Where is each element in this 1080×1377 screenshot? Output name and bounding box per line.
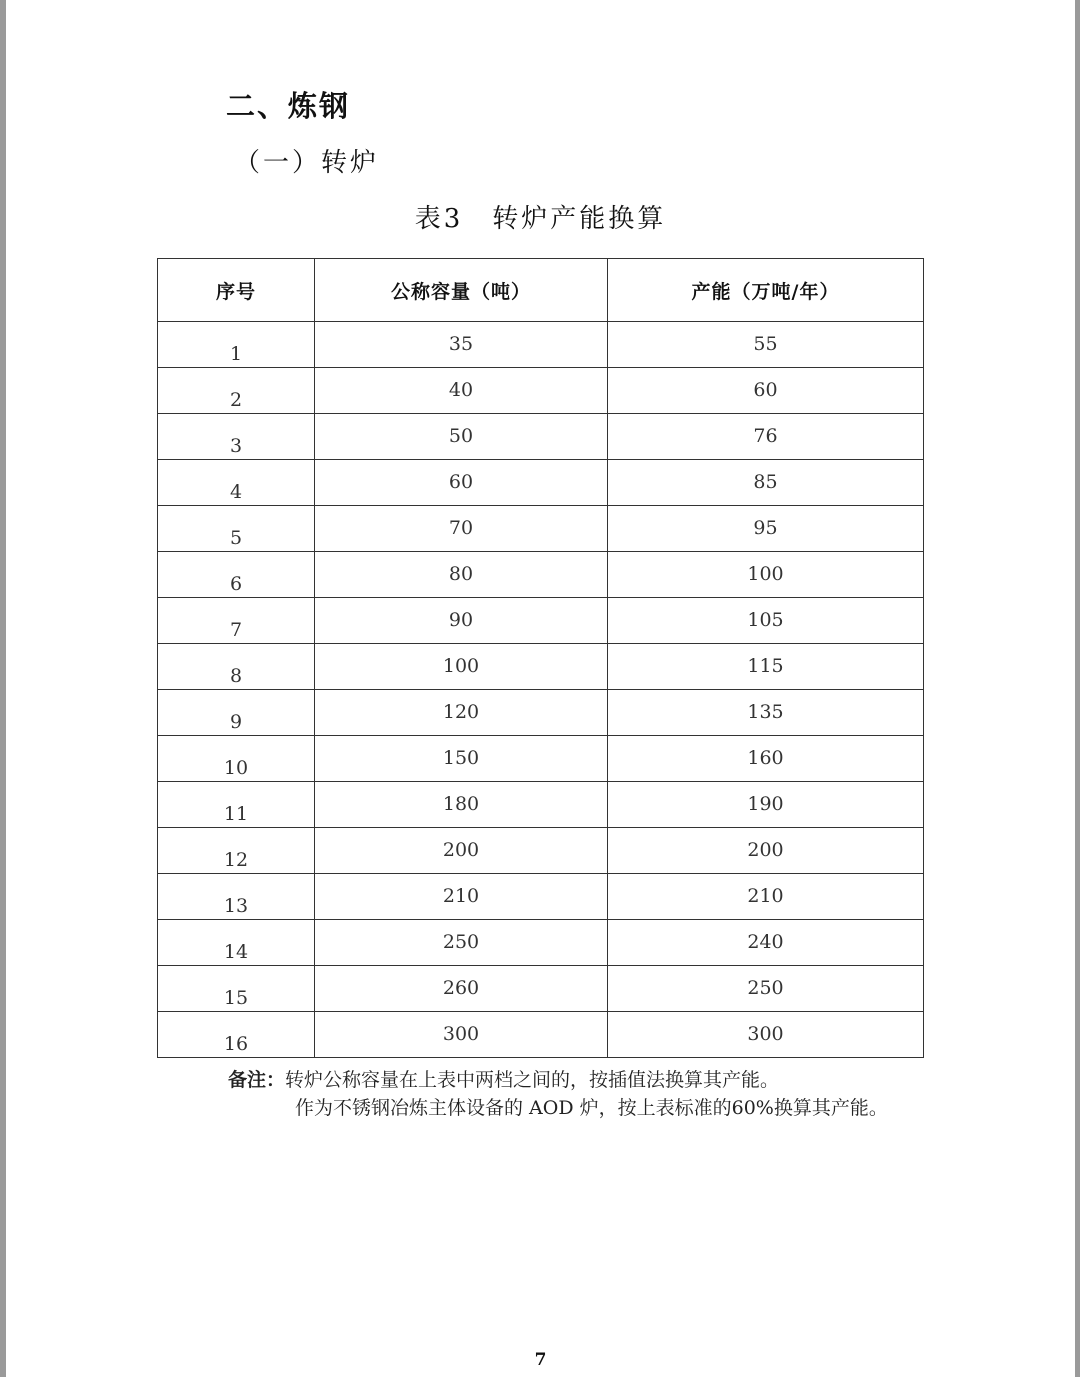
cell-index: 14 <box>158 920 315 966</box>
cell-production-capacity: 240 <box>608 920 924 966</box>
cell-production-capacity: 76 <box>608 414 924 460</box>
section-title: 二、炼钢 <box>226 89 351 123</box>
cell-production-capacity: 100 <box>608 552 924 598</box>
cell-index: 1 <box>158 322 315 368</box>
cell-production-capacity: 95 <box>608 506 924 552</box>
table-row <box>158 966 924 1012</box>
cell-index: 8 <box>158 644 315 690</box>
cell-index: 6 <box>158 552 315 598</box>
table-row <box>158 690 924 736</box>
cell-production-capacity: 115 <box>608 644 924 690</box>
cell-nominal-capacity: 210 <box>315 874 608 920</box>
note-label: 备注： <box>228 1069 286 1091</box>
cell-nominal-capacity: 60 <box>315 460 608 506</box>
page-number: 7 <box>534 1350 547 1370</box>
table-row <box>158 782 924 828</box>
header-index: 序号 <box>158 259 315 322</box>
cell-index: 3 <box>158 414 315 460</box>
cell-index: 12 <box>158 828 315 874</box>
table-row <box>158 414 924 460</box>
cell-nominal-capacity: 250 <box>315 920 608 966</box>
table-header-row <box>158 259 924 322</box>
table-row <box>158 598 924 644</box>
cell-index: 10 <box>158 736 315 782</box>
cell-production-capacity: 300 <box>608 1012 924 1058</box>
subsection-title: （一）转炉 <box>234 148 380 178</box>
cell-index: 11 <box>158 782 315 828</box>
cell-index: 9 <box>158 690 315 736</box>
cell-production-capacity: 190 <box>608 782 924 828</box>
viewer-right-edge <box>1075 0 1080 1377</box>
header-production-capacity: 产能（万吨/年） <box>608 259 924 322</box>
document-page <box>6 0 1075 1377</box>
cell-index: 16 <box>158 1012 315 1058</box>
table-row <box>158 644 924 690</box>
cell-index: 2 <box>158 368 315 414</box>
table-row <box>158 552 924 598</box>
note-line-1 <box>228 1066 888 1094</box>
cell-production-capacity: 200 <box>608 828 924 874</box>
cell-nominal-capacity: 90 <box>315 598 608 644</box>
cell-production-capacity: 250 <box>608 966 924 1012</box>
table-caption: 表3 转炉产能换算 <box>414 204 667 234</box>
table-row <box>158 322 924 368</box>
cell-production-capacity: 160 <box>608 736 924 782</box>
cell-nominal-capacity: 150 <box>315 736 608 782</box>
cell-nominal-capacity: 70 <box>315 506 608 552</box>
cell-nominal-capacity: 260 <box>315 966 608 1012</box>
table-row <box>158 920 924 966</box>
header-nominal-capacity: 公称容量（吨） <box>315 259 608 322</box>
capacity-table <box>157 258 924 1058</box>
cell-production-capacity: 85 <box>608 460 924 506</box>
table-notes <box>228 1066 888 1122</box>
cell-production-capacity: 210 <box>608 874 924 920</box>
cell-production-capacity: 55 <box>608 322 924 368</box>
cell-nominal-capacity: 35 <box>315 322 608 368</box>
cell-index: 15 <box>158 966 315 1012</box>
cell-index: 13 <box>158 874 315 920</box>
cell-index: 5 <box>158 506 315 552</box>
cell-index: 4 <box>158 460 315 506</box>
cell-index: 7 <box>158 598 315 644</box>
table-row <box>158 1012 924 1058</box>
cell-nominal-capacity: 50 <box>315 414 608 460</box>
cell-nominal-capacity: 200 <box>315 828 608 874</box>
table-row <box>158 460 924 506</box>
cell-nominal-capacity: 300 <box>315 1012 608 1058</box>
table-row <box>158 874 924 920</box>
table-row <box>158 368 924 414</box>
table-row <box>158 736 924 782</box>
cell-production-capacity: 105 <box>608 598 924 644</box>
cell-nominal-capacity: 80 <box>315 552 608 598</box>
table-row <box>158 506 924 552</box>
cell-production-capacity: 135 <box>608 690 924 736</box>
note-text-1: 转炉公称容量在上表中两档之间的，按插值法换算其产能。 <box>285 1069 780 1091</box>
cell-nominal-capacity: 100 <box>315 644 608 690</box>
cell-nominal-capacity: 120 <box>315 690 608 736</box>
cell-production-capacity: 60 <box>608 368 924 414</box>
table-row <box>158 828 924 874</box>
cell-nominal-capacity: 40 <box>315 368 608 414</box>
cell-nominal-capacity: 180 <box>315 782 608 828</box>
note-line-2: 作为不锈钢冶炼主体设备的 AOD 炉，按上表标准的60%换算其产能。 <box>295 1097 888 1119</box>
